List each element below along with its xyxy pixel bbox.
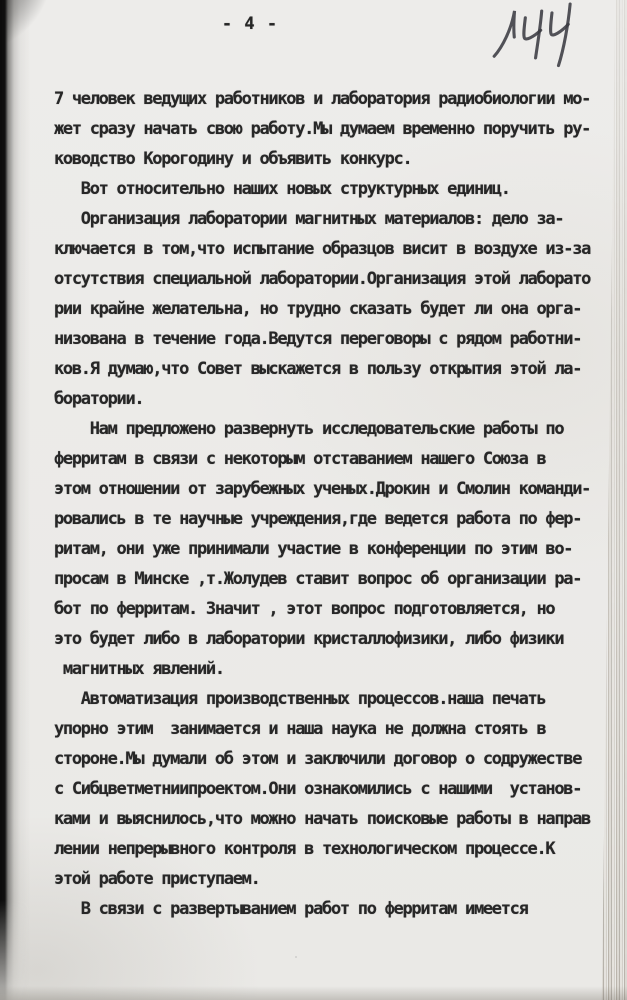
- text-line: ровались в те научные учреждения,где ведется работа по фер-: [54, 509, 582, 529]
- text-line: ками и выяснилось,что можно начать поисковые работы в направ: [54, 809, 591, 829]
- text-line: бот по ферритам. Значит , этот вопрос подготовляется, но: [54, 599, 555, 619]
- text-line: просам в Минске ,т.Жолудев ставит вопрос об организации ра-: [54, 569, 582, 589]
- pen-mark-icon: [482, 0, 586, 89]
- text-line: рии крайне желательна, но трудно сказать будет ли она орга-: [54, 299, 582, 319]
- text-line: 7 человек ведущих работников и лаборатория радиобиологии мо-: [54, 89, 591, 109]
- text-line: боратории.: [54, 389, 144, 409]
- text-line: магнитных явлений.: [54, 659, 224, 679]
- text-line: низована в течение года.Ведутся переговоры с рядом работни-: [54, 329, 582, 349]
- handwritten-page-number: [482, 0, 586, 89]
- text-line: ритам, они уже принимали участие в конференции по этим во-: [54, 539, 573, 559]
- text-line: ключается в том,что испытание образцов висит в воздухе из-за: [54, 239, 591, 259]
- paragraph: [54, 174, 599, 204]
- text-line: упорно этим занимается и наша наука не должна стоять в: [54, 719, 546, 739]
- paragraph: [54, 684, 599, 894]
- text-line: В связи с развертыванием работ по ферритам имеется: [54, 899, 528, 919]
- text-line: лении непрерывного контроля в технологическом процессе.К: [54, 839, 555, 859]
- text-line: Вот относительно наших новых структурных единиц.: [54, 179, 510, 199]
- text-line: стороне.Мы думали об этом и заключили договор о содружестве: [54, 749, 582, 769]
- document-text: [54, 84, 599, 924]
- text-line: жет сразу начать свою работу.Мы думаем временно поручить ру-: [54, 119, 591, 139]
- text-line: это будет либо в лаборатории кристаллофизики, либо физики: [54, 629, 564, 649]
- paragraph: [54, 84, 599, 174]
- page-number: - 4 -: [221, 14, 279, 34]
- book-edge-texture: [599, 0, 627, 1000]
- paragraph: [54, 414, 599, 684]
- text-line: Автоматизация производственных процессов.наша печать: [54, 689, 546, 709]
- text-line: с Сибцветметниипроектом.Они ознакомились с нашими установ-: [54, 779, 582, 799]
- text-line: этой работе приступаем.: [54, 869, 260, 889]
- page-left-edge-shadow: [0, 0, 30, 1000]
- paragraph: [54, 894, 599, 924]
- paragraph: [54, 204, 599, 414]
- text-line: ферритам в связи с некоторым отставанием нашего Союза в: [54, 449, 546, 469]
- text-line: Организация лаборатории магнитных материалов: дело за-: [54, 209, 564, 229]
- text-line: ководство Корогодину и объявить конкурс.: [54, 149, 412, 169]
- text-line: ков.Я думаю,что Совет выскажется в пользу открытия этой ла-: [54, 359, 582, 379]
- text-line: этом отношении от зарубежных ученых.Дрокин и Смолин команди-: [54, 479, 591, 499]
- page-bottom-shadow: [0, 986, 627, 1000]
- text-line: Нам предложено развернуть исследовательские работы по: [54, 419, 564, 439]
- text-line: отсутствия специальной лаборатории.Организация этой лаборато: [54, 269, 591, 289]
